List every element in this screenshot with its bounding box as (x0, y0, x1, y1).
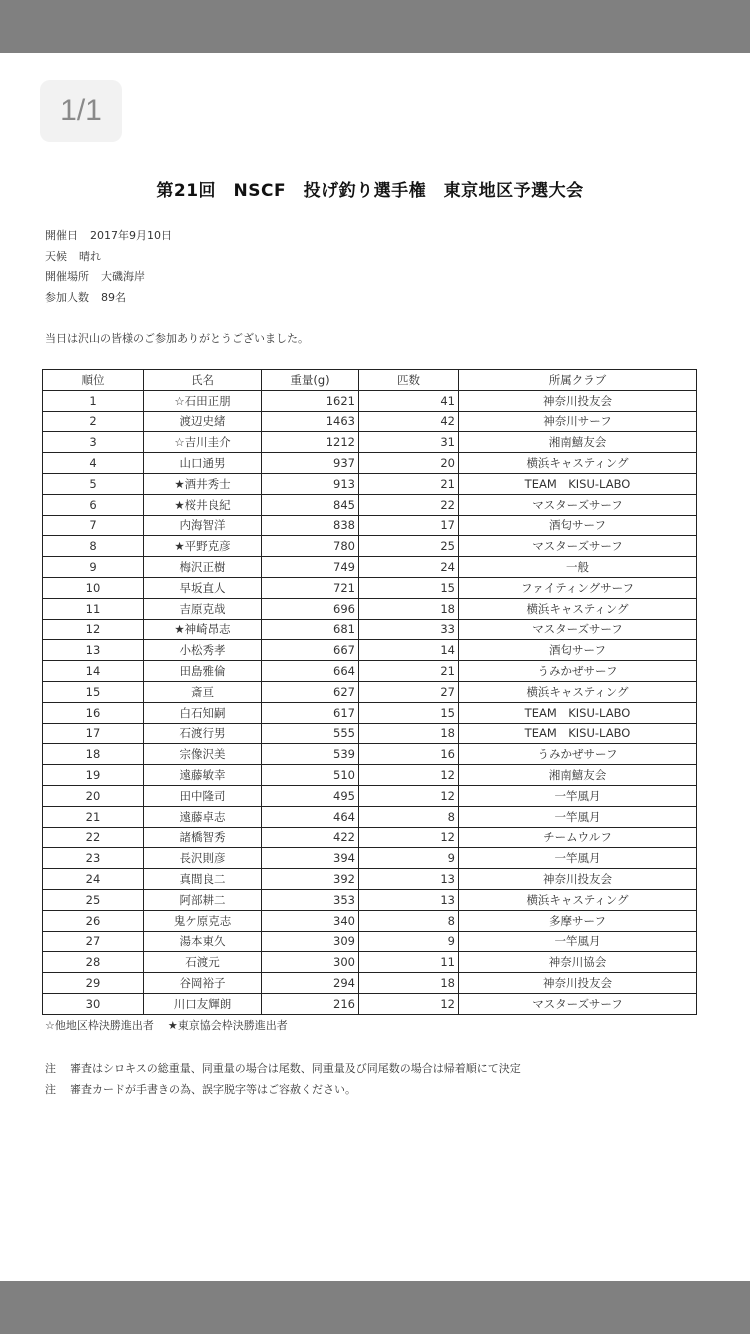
cell-club: 神奈川投友会 (459, 869, 697, 890)
cell-club: マスターズサーフ (459, 619, 697, 640)
cell-weight: 1621 (262, 390, 359, 411)
cell-weight: 495 (262, 785, 359, 806)
table-row (43, 869, 697, 890)
cell-rank: 23 (43, 848, 144, 869)
cell-name: ★平野克彦 (144, 536, 262, 557)
notes (45, 1058, 521, 1100)
cell-rank: 14 (43, 661, 144, 682)
cell-rank: 29 (43, 973, 144, 994)
cell-rank: 11 (43, 598, 144, 619)
table-row (43, 952, 697, 973)
cell-rank: 16 (43, 702, 144, 723)
cell-weight: 309 (262, 931, 359, 952)
cell-club: チームウルフ (459, 827, 697, 848)
cell-count: 8 (359, 910, 459, 931)
cell-rank: 13 (43, 640, 144, 661)
cell-weight: 664 (262, 661, 359, 682)
cell-name: 白石知嗣 (144, 702, 262, 723)
table-row (43, 931, 697, 952)
table-row (43, 723, 697, 744)
table-row (43, 702, 697, 723)
cell-name: 斎亘 (144, 681, 262, 702)
cell-rank: 5 (43, 473, 144, 494)
document-title: 第21回 NSCF 投げ釣り選手権 東京地区予選大会 (156, 181, 584, 201)
info-venue: 開催場所 大磯海岸 (45, 270, 145, 284)
thanks-message: 当日は沢山の皆様のご参加ありがとうございました。 (45, 332, 309, 345)
cell-name: 内海智洋 (144, 515, 262, 536)
cell-rank: 4 (43, 453, 144, 474)
cell-name: 遠藤卓志 (144, 806, 262, 827)
header-rank: 順位 (43, 370, 144, 391)
cell-club: 酒匂サーフ (459, 640, 697, 661)
cell-club: うみかぜサーフ (459, 744, 697, 765)
cell-weight: 838 (262, 515, 359, 536)
cell-weight: 721 (262, 577, 359, 598)
header-count: 匹数 (359, 370, 459, 391)
cell-weight: 353 (262, 889, 359, 910)
legend (45, 1017, 302, 1033)
cell-count: 18 (359, 723, 459, 744)
cell-weight: 1463 (262, 411, 359, 432)
cell-rank: 15 (43, 681, 144, 702)
cell-weight: 845 (262, 494, 359, 515)
cell-name: ☆石田正朋 (144, 390, 262, 411)
table-row (43, 390, 697, 411)
cell-weight: 617 (262, 702, 359, 723)
table-row (43, 681, 697, 702)
cell-name: 諸橋智秀 (144, 827, 262, 848)
cell-name: ★桜井良紀 (144, 494, 262, 515)
cell-rank: 19 (43, 765, 144, 786)
cell-count: 16 (359, 744, 459, 765)
cell-count: 18 (359, 598, 459, 619)
cell-rank: 2 (43, 411, 144, 432)
cell-weight: 555 (262, 723, 359, 744)
cell-club: 横浜キャスティング (459, 453, 697, 474)
cell-rank: 6 (43, 494, 144, 515)
cell-rank: 12 (43, 619, 144, 640)
cell-weight: 681 (262, 619, 359, 640)
info-weather: 天候 晴れ (45, 249, 101, 263)
results-table (42, 369, 697, 1015)
cell-count: 18 (359, 973, 459, 994)
note-handwriting: 注 審査カードが手書きの為、誤字脱字等はご容赦ください。 (45, 1083, 356, 1096)
legend-other-region: ☆他地区枠決勝進出者 (45, 1019, 154, 1032)
cell-count: 12 (359, 827, 459, 848)
cell-weight: 340 (262, 910, 359, 931)
results-body (43, 390, 697, 1014)
table-row (43, 473, 697, 494)
cell-rank: 26 (43, 910, 144, 931)
cell-name: 川口友輝朗 (144, 993, 262, 1014)
cell-club: うみかぜサーフ (459, 661, 697, 682)
cell-club: マスターズサーフ (459, 494, 697, 515)
cell-count: 31 (359, 432, 459, 453)
cell-rank: 1 (43, 390, 144, 411)
cell-count: 9 (359, 848, 459, 869)
cell-club: 横浜キャスティング (459, 889, 697, 910)
cell-club: 一竿風月 (459, 848, 697, 869)
table-row (43, 889, 697, 910)
cell-name: 早坂直人 (144, 577, 262, 598)
cell-club: マスターズサーフ (459, 993, 697, 1014)
cell-count: 42 (359, 411, 459, 432)
table-row (43, 785, 697, 806)
cell-club: 一竿風月 (459, 931, 697, 952)
cell-name: 遠藤敏幸 (144, 765, 262, 786)
cell-club: TEAM KISU-LABO (459, 723, 697, 744)
cell-weight: 394 (262, 848, 359, 869)
table-row (43, 765, 697, 786)
cell-count: 27 (359, 681, 459, 702)
cell-club: 一竿風月 (459, 806, 697, 827)
note-judging: 注 審査はシロキスの総重量、同重量の場合は尾数、同重量及び同尾数の場合は帰着順にて決定 (45, 1062, 521, 1075)
table-row (43, 515, 697, 536)
cell-club: 湘南鱚友会 (459, 765, 697, 786)
cell-name: 小松秀孝 (144, 640, 262, 661)
cell-rank: 18 (43, 744, 144, 765)
table-row (43, 557, 697, 578)
cell-weight: 749 (262, 557, 359, 578)
cell-count: 15 (359, 702, 459, 723)
table-row (43, 453, 697, 474)
cell-count: 21 (359, 661, 459, 682)
cell-count: 24 (359, 557, 459, 578)
cell-count: 33 (359, 619, 459, 640)
cell-name: 鬼ケ原克志 (144, 910, 262, 931)
cell-name: 石渡行男 (144, 723, 262, 744)
cell-count: 21 (359, 473, 459, 494)
event-info (45, 226, 172, 309)
cell-count: 12 (359, 785, 459, 806)
cell-count: 13 (359, 889, 459, 910)
table-row (43, 577, 697, 598)
cell-rank: 9 (43, 557, 144, 578)
header-weight: 重量(g) (262, 370, 359, 391)
info-participants: 参加人数 89名 (45, 291, 126, 305)
cell-weight: 294 (262, 973, 359, 994)
cell-rank: 20 (43, 785, 144, 806)
cell-weight: 539 (262, 744, 359, 765)
cell-club: TEAM KISU-LABO (459, 473, 697, 494)
cell-name: 渡辺史緒 (144, 411, 262, 432)
table-header-row (43, 370, 697, 391)
cell-weight: 216 (262, 993, 359, 1014)
cell-name: ★神崎昂志 (144, 619, 262, 640)
cell-club: 湘南鱚友会 (459, 432, 697, 453)
cell-weight: 510 (262, 765, 359, 786)
cell-club: ファイティングサーフ (459, 577, 697, 598)
cell-weight: 422 (262, 827, 359, 848)
cell-weight: 937 (262, 453, 359, 474)
cell-count: 14 (359, 640, 459, 661)
table-row (43, 827, 697, 848)
cell-weight: 627 (262, 681, 359, 702)
table-row (43, 744, 697, 765)
cell-rank: 10 (43, 577, 144, 598)
cell-weight: 780 (262, 536, 359, 557)
cell-count: 12 (359, 993, 459, 1014)
cell-name: 吉原克哉 (144, 598, 262, 619)
cell-weight: 1212 (262, 432, 359, 453)
cell-club: 一竿風月 (459, 785, 697, 806)
cell-rank: 17 (43, 723, 144, 744)
viewer-bottom-bar (0, 1281, 750, 1334)
cell-name: 梅沢正樹 (144, 557, 262, 578)
cell-rank: 21 (43, 806, 144, 827)
cell-name: 石渡元 (144, 952, 262, 973)
cell-rank: 8 (43, 536, 144, 557)
cell-weight: 464 (262, 806, 359, 827)
cell-club: 酒匂サーフ (459, 515, 697, 536)
table-row (43, 432, 697, 453)
cell-club: 神奈川投友会 (459, 973, 697, 994)
cell-rank: 30 (43, 993, 144, 1014)
cell-rank: 7 (43, 515, 144, 536)
cell-weight: 392 (262, 869, 359, 890)
cell-rank: 25 (43, 889, 144, 910)
cell-rank: 22 (43, 827, 144, 848)
cell-rank: 27 (43, 931, 144, 952)
cell-club: 一般 (459, 557, 697, 578)
cell-club: 横浜キャスティング (459, 681, 697, 702)
cell-weight: 300 (262, 952, 359, 973)
table-row (43, 993, 697, 1014)
cell-club: マスターズサーフ (459, 536, 697, 557)
table-row (43, 640, 697, 661)
info-date: 開催日 2017年9月10日 (45, 229, 172, 242)
cell-name: 真間良二 (144, 869, 262, 890)
table-row (43, 619, 697, 640)
table-row (43, 661, 697, 682)
cell-club: TEAM KISU-LABO (459, 702, 697, 723)
cell-name: 山口通男 (144, 453, 262, 474)
cell-name: 宗像沢美 (144, 744, 262, 765)
cell-weight: 913 (262, 473, 359, 494)
table-row (43, 536, 697, 557)
cell-rank: 24 (43, 869, 144, 890)
cell-name: 谷岡裕子 (144, 973, 262, 994)
table-row (43, 973, 697, 994)
table-row (43, 848, 697, 869)
cell-count: 11 (359, 952, 459, 973)
cell-club: 神奈川投友会 (459, 390, 697, 411)
cell-count: 13 (359, 869, 459, 890)
table-row (43, 411, 697, 432)
cell-weight: 667 (262, 640, 359, 661)
page-indicator: 1/1 (40, 80, 122, 142)
cell-count: 9 (359, 931, 459, 952)
cell-club: 神奈川サーフ (459, 411, 697, 432)
cell-rank: 28 (43, 952, 144, 973)
cell-name: ☆吉川圭介 (144, 432, 262, 453)
cell-club: 横浜キャスティング (459, 598, 697, 619)
cell-count: 15 (359, 577, 459, 598)
cell-count: 20 (359, 453, 459, 474)
table-row (43, 598, 697, 619)
table-row (43, 806, 697, 827)
cell-club: 神奈川協会 (459, 952, 697, 973)
cell-name: 長沢則彦 (144, 848, 262, 869)
cell-name: 田島雅倫 (144, 661, 262, 682)
cell-club: 多摩サーフ (459, 910, 697, 931)
legend-tokyo: ★東京協会枠決勝進出者 (167, 1019, 288, 1032)
cell-count: 17 (359, 515, 459, 536)
cell-count: 22 (359, 494, 459, 515)
cell-rank: 3 (43, 432, 144, 453)
cell-count: 12 (359, 765, 459, 786)
header-club: 所属クラブ (459, 370, 697, 391)
table-row (43, 910, 697, 931)
cell-name: 阿部耕二 (144, 889, 262, 910)
cell-weight: 696 (262, 598, 359, 619)
viewer-top-bar (0, 0, 750, 53)
table-row (43, 494, 697, 515)
cell-name: 湯本東久 (144, 931, 262, 952)
header-name: 氏名 (144, 370, 262, 391)
cell-name: ★酒井秀士 (144, 473, 262, 494)
cell-count: 25 (359, 536, 459, 557)
cell-count: 8 (359, 806, 459, 827)
cell-count: 41 (359, 390, 459, 411)
cell-name: 田中隆司 (144, 785, 262, 806)
